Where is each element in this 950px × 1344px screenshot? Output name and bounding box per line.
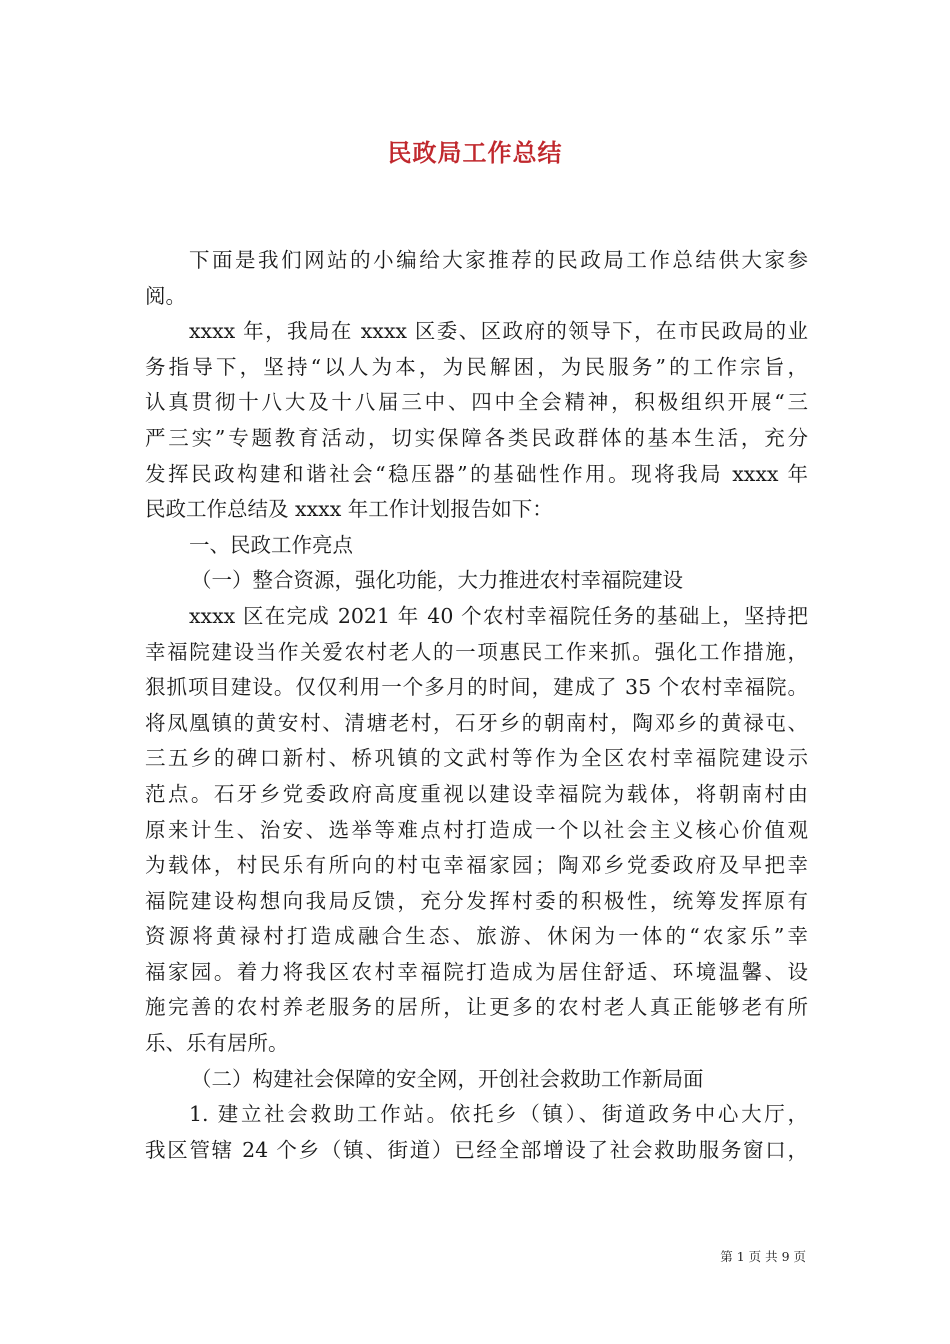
text-line: 将凤凰镇的黄安村、清塘老村，石牙乡的朝南村，陶邓乡的黄禄屯、 [145, 710, 808, 735]
text-line: 三五乡的碑口新村、桥巩镇的文武村等作为全区农村幸福院建设示 [145, 746, 808, 771]
subsection-heading: （二）构建社会保障的安全网，开创社会救助工作新局面 [191, 1066, 704, 1091]
text-line: 为载体，村民乐有所向的村屯幸福家园；陶邓乡党委政府及早把幸 [145, 853, 808, 878]
text-line: 务指导下，坚持“以人为本，为民解困，为民服务”的工作宗旨， [145, 354, 808, 379]
text-line: 我区管辖 24 个乡（镇、街道）已经全部增设了社会救助服务窗口， [145, 1137, 808, 1162]
page-number: 第 1 页 共 9 页 [720, 1249, 806, 1264]
text-line: 民政工作总结及 xxxx 年工作计划报告如下： [145, 497, 553, 522]
text-line: 乐、乐有居所。 [145, 1031, 289, 1056]
section-heading: 一、民政工作亮点 [189, 532, 353, 557]
text-line: 福家园。着力将我区农村幸福院打造成为居住舒适、环境温馨、设 [145, 959, 808, 984]
document-body [145, 243, 808, 1168]
text-line: 幸福院建设当作关爱农村老人的一项惠民工作来抓。强化工作措施， [145, 639, 808, 664]
text-line: xxxx 区在完成 2021 年 40 个农村幸福院任务的基础上，坚持把 [189, 603, 808, 628]
text-line: 认真贯彻十八大及十八届三中、四中全会精神，积极组织开展“三 [145, 390, 808, 415]
document-title: 民政局工作总结 [387, 138, 563, 167]
text-line: xxxx 年，我局在 xxxx 区委、区政府的领导下，在市民政局的业 [189, 319, 808, 344]
text-line: 狠抓项目建设。仅仅利用一个多月的时间，建成了 35 个农村幸福院。 [145, 675, 808, 700]
text-line: 阅。 [145, 283, 186, 308]
text-line: 范点。石牙乡党委政府高度重视以建设幸福院为载体，将朝南村由 [145, 781, 808, 806]
text-line: 下面是我们网站的小编给大家推荐的民政局工作总结供大家参 [189, 248, 808, 272]
text-line: 福院建设构想向我局反馈，充分发挥村委的积极性，统筹发挥原有 [145, 888, 808, 913]
text-line: 发挥民政构建和谐社会“稳压器”的基础性作用。现将我局 xxxx 年 [145, 461, 808, 486]
text-line: 原来计生、治安、选举等难点村打造成一个以社会主义核心价值观 [145, 817, 808, 842]
subsection-heading: （一）整合资源，强化功能，大力推进农村幸福院建设 [191, 568, 683, 593]
text-line: 1. 建立社会救助工作站。依托乡（镇）、街道政务中心大厅， [189, 1102, 808, 1127]
text-line: 施完善的农村养老服务的居所，让更多的农村老人真正能够老有所 [145, 995, 808, 1020]
text-line: 资源将黄禄村打造成融合生态、旅游、休闲为一体的“农家乐”幸 [145, 924, 808, 949]
text-line: 严三实”专题教育活动，切实保障各类民政群体的基本生活，充分 [145, 425, 808, 450]
